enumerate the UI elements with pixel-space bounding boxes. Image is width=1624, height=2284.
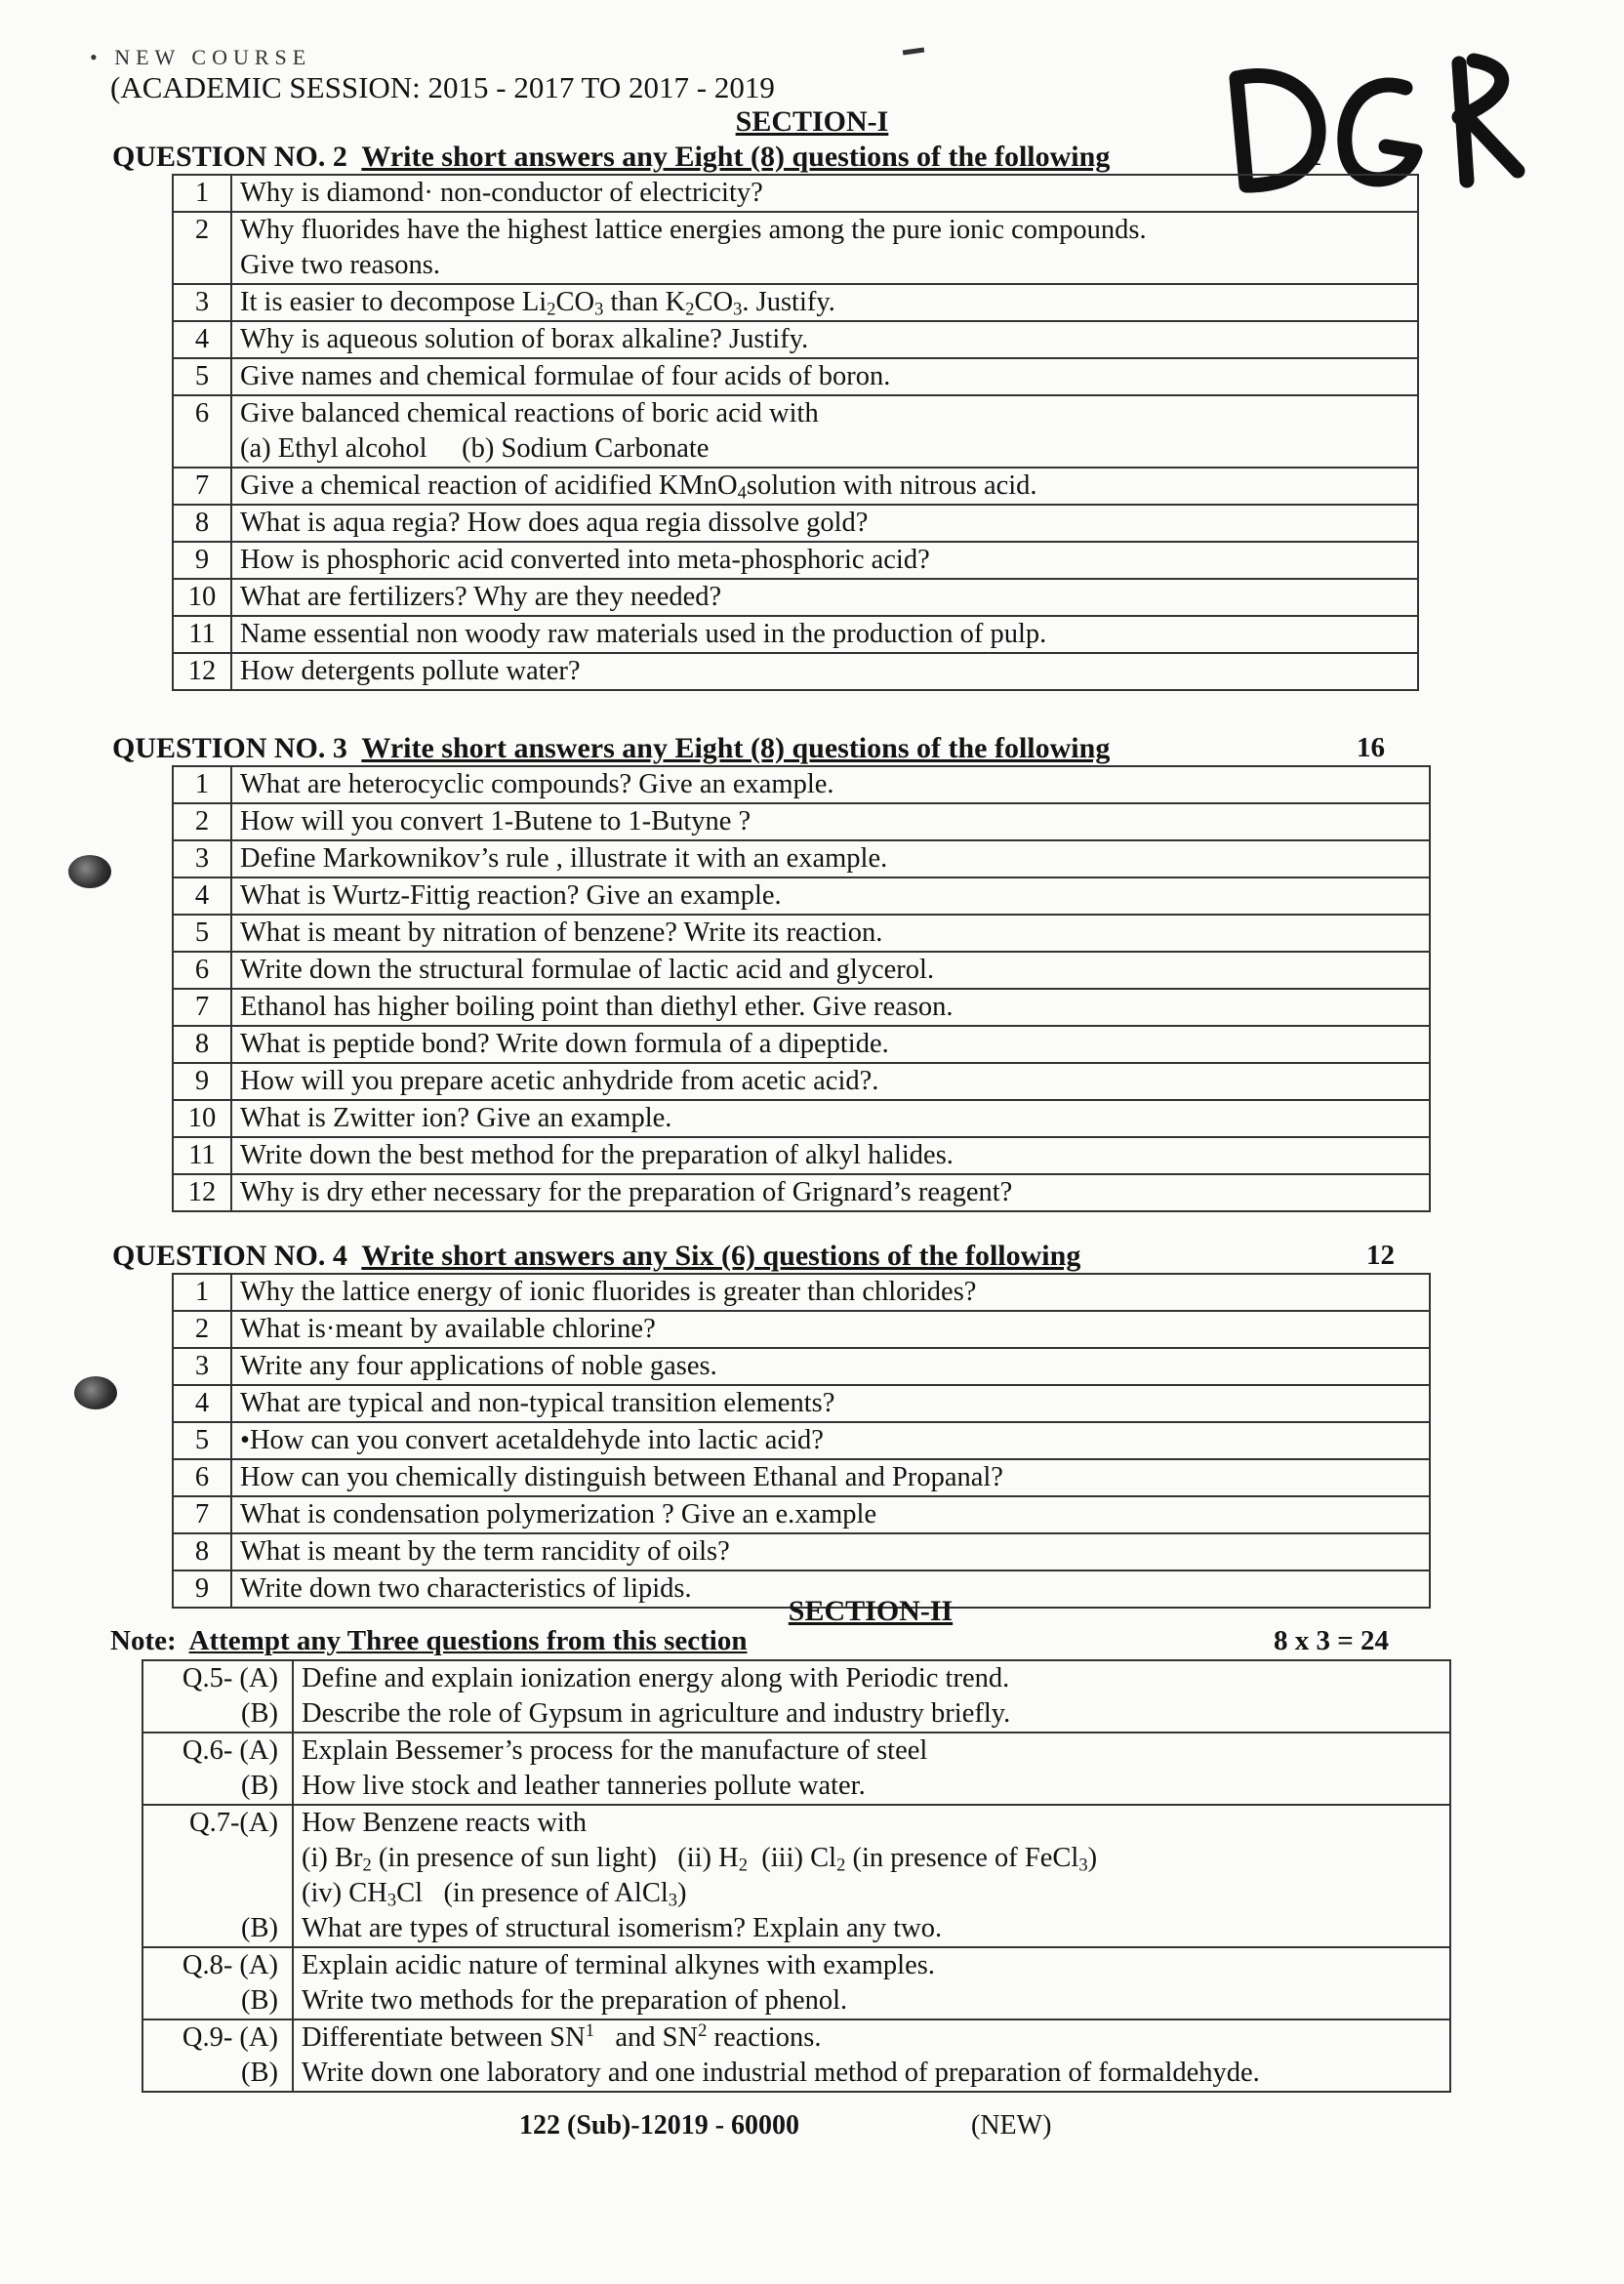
- superscript: 1: [585, 2019, 594, 2041]
- q-text: What is meant by nitration of benzene? Write its reaction.: [231, 915, 1430, 952]
- table-row: [142, 1983, 1450, 2019]
- q-label: Q.7-(A): [188, 1808, 278, 1838]
- table-row: [173, 212, 1418, 284]
- section-2-table: [142, 1659, 1451, 2093]
- q-text: Write down the structural formulae of lactic acid and glycerol.: [231, 952, 1430, 989]
- q-num: 3: [173, 1348, 231, 1385]
- q-label: (B): [142, 2056, 293, 2092]
- q-text-part: ): [1087, 1843, 1098, 1873]
- q-text: [231, 212, 1418, 284]
- table-row: [142, 1696, 1450, 1733]
- q3-table: [172, 765, 1431, 1212]
- table-row: [173, 803, 1430, 840]
- table-row: [173, 1026, 1430, 1063]
- q-text: What are fertilizers? Why are they needed?: [231, 579, 1418, 616]
- q-num: 7: [173, 989, 231, 1026]
- q2-title: [112, 141, 1110, 174]
- q-label: (B): [142, 1911, 293, 1947]
- q-num: 10: [173, 579, 231, 616]
- table-row: [173, 468, 1418, 505]
- q-text-part: It is easier to decompose Li: [240, 287, 548, 317]
- table-row: [173, 505, 1418, 542]
- q-num: 1: [173, 766, 231, 803]
- table-row: [173, 1100, 1430, 1137]
- q-text: How will you convert 1-Butene to 1-Butyne ?: [231, 803, 1430, 840]
- q-text: How is phosphoric acid converted into meta-phosphoric acid?: [231, 542, 1418, 579]
- q-text: [293, 2019, 1450, 2056]
- table-row: [142, 1769, 1450, 1805]
- q-text: Explain Bessemer’s process for the manufacture of steel: [293, 1733, 1450, 1769]
- q-label: (B): [142, 1769, 293, 1805]
- q-num: 12: [173, 1174, 231, 1211]
- q-text-part: ): [677, 1878, 687, 1908]
- q-label: (B): [142, 1983, 293, 2019]
- q-text: Define and explain ionization energy along with Periodic trend.: [293, 1660, 1450, 1696]
- table-row: [173, 1274, 1430, 1311]
- q-text: Ethanol has higher boiling point than diethyl ether. Give reason.: [231, 989, 1430, 1026]
- q-line: Give balanced chemical reactions of boric acid with: [240, 398, 819, 428]
- q-text: Write two methods for the preparation of phenol.: [293, 1983, 1450, 2019]
- table-row: [173, 542, 1418, 579]
- q-line: [302, 1841, 1441, 1876]
- q-num: 6: [173, 952, 231, 989]
- q-text-part: Give a chemical reaction of acidified KMnO: [240, 470, 738, 501]
- q-text-part: solution with nitrous acid.: [746, 470, 1037, 501]
- q-label: Q.5- (A): [142, 1660, 293, 1696]
- q-label: Q.6- (A): [142, 1733, 293, 1769]
- q-text: What is Zwitter ion? Give an example.: [231, 1100, 1430, 1137]
- table-row: [173, 840, 1430, 877]
- table-row: [142, 1947, 1450, 1983]
- q-text: [293, 1805, 1450, 1911]
- q-text: Why is dry ether necessary for the preparation of Grignard’s reagent?: [231, 1174, 1430, 1211]
- table-row: [173, 395, 1418, 468]
- table-row: [142, 2056, 1450, 2092]
- q-text: Name essential non woody raw materials used in the production of pulp.: [231, 616, 1418, 653]
- q-num: 8: [173, 505, 231, 542]
- q-text: What are typical and non-typical transition elements?: [231, 1385, 1430, 1422]
- q-num: 11: [173, 1137, 231, 1174]
- q-label: Q.9- (A): [142, 2019, 293, 2056]
- subscript: 3: [386, 1890, 397, 1911]
- q-text: Write any four applications of noble gases.: [231, 1348, 1430, 1385]
- q-text: Define Markownikov’s rule , illustrate it with an example.: [231, 840, 1430, 877]
- subscript: 2: [685, 299, 695, 320]
- table-row: [173, 766, 1430, 803]
- table-row: [173, 1533, 1430, 1570]
- table-row: [173, 1063, 1430, 1100]
- q-num: 8: [173, 1533, 231, 1570]
- q-num: 6: [173, 395, 231, 468]
- table-row: [173, 1459, 1430, 1496]
- q-line: How Benzene reacts with: [302, 1808, 588, 1838]
- punch-hole-top: [68, 855, 111, 888]
- q-text: How detergents pollute water?: [231, 653, 1418, 690]
- q-text: What are types of structural isomerism? Explain any two.: [293, 1911, 1450, 1947]
- q4-title: [112, 1240, 1080, 1273]
- q-text: Why is aqueous solution of borax alkaline? Justify.: [231, 321, 1418, 358]
- q2-table: [172, 174, 1419, 691]
- q-text: What is aqua regia? How does aqua regia dissolve gold?: [231, 505, 1418, 542]
- q-text-part: than K: [603, 287, 686, 317]
- q-text: Why is diamond· non-conductor of electricity?: [231, 175, 1418, 212]
- q-text: How live stock and leather tanneries pollute water.: [293, 1769, 1450, 1805]
- q-num: 2: [173, 803, 231, 840]
- q4-marks: 12: [1366, 1240, 1395, 1271]
- q3-instruction: Write short answers any Eight (8) questions of the following: [361, 732, 1111, 764]
- academic-session: (ACADEMIC SESSION: 2015 - 2017 TO 2017 - 2019: [110, 70, 775, 104]
- q-text: Write down the best method for the preparation of alkyl halides.: [231, 1137, 1430, 1174]
- table-row: [173, 1137, 1430, 1174]
- q-num: 3: [173, 840, 231, 877]
- subscript: 3: [594, 299, 604, 320]
- q-text: •How can you convert acetaldehyde into lactic acid?: [231, 1422, 1430, 1459]
- q-text: What is·meant by available chlorine?: [231, 1311, 1430, 1348]
- q-num: 7: [173, 468, 231, 505]
- table-row: [173, 1311, 1430, 1348]
- q-num: 10: [173, 1100, 231, 1137]
- q-text: Give names and chemical formulae of four acids of boron.: [231, 358, 1418, 395]
- q-label: (B): [142, 1696, 293, 1733]
- q-text: How can you chemically distinguish between Ethanal and Propanal?: [231, 1459, 1430, 1496]
- q-num: 4: [173, 1385, 231, 1422]
- q-text-part: Differentiate between SN: [302, 2022, 586, 2053]
- q-text: Explain acidic nature of terminal alkynes with examples.: [293, 1947, 1450, 1983]
- q-text-part: Cl (in presence of AlCl: [396, 1878, 669, 1908]
- table-row: [173, 952, 1430, 989]
- table-row: [142, 1805, 1450, 1911]
- q-num: 3: [173, 284, 231, 321]
- q-text-part: reactions.: [707, 2022, 822, 2053]
- paper-code: 122 (Sub)-12019 - 60000: [519, 2110, 800, 2141]
- table-row: [173, 579, 1418, 616]
- q4-instruction: Write short answers any Six (6) questions of the following: [361, 1240, 1081, 1272]
- table-row: [173, 1174, 1430, 1211]
- q-num: 4: [173, 877, 231, 915]
- q-text-part: . Justify.: [742, 287, 835, 317]
- q-text: How will you prepare acetic anhydride from acetic acid?.: [231, 1063, 1430, 1100]
- q-num: 5: [173, 915, 231, 952]
- q3-number: QUESTION NO. 3: [112, 732, 347, 764]
- section-1-heading: SECTION-I: [735, 105, 889, 138]
- section-2-marks: 8 x 3 = 24: [1274, 1625, 1390, 1656]
- cut-off-header: • NEW COURSE: [90, 45, 312, 69]
- q-num: 5: [173, 1422, 231, 1459]
- table-row: [173, 1348, 1430, 1385]
- q-num: 8: [173, 1026, 231, 1063]
- q4-number: QUESTION NO. 4: [112, 1240, 347, 1272]
- q-text: Write down two characteristics of lipids.: [231, 1570, 1430, 1608]
- q3-title: [112, 732, 1110, 765]
- q-num: 2: [173, 212, 231, 284]
- q-label-cell: [142, 1805, 293, 1911]
- q-num: 12: [173, 653, 231, 690]
- q-text-part: (iii) Cl: [748, 1843, 837, 1873]
- q4-table: [172, 1273, 1431, 1609]
- table-row: [173, 653, 1418, 690]
- table-row: [173, 358, 1418, 395]
- course-tag: (NEW): [971, 2110, 1052, 2141]
- subscript: 3: [668, 1890, 678, 1911]
- q-num: 11: [173, 616, 231, 653]
- q-text: [231, 284, 1418, 321]
- table-row: [173, 616, 1418, 653]
- q-num: 6: [173, 1459, 231, 1496]
- table-row: [173, 915, 1430, 952]
- q-num: 4: [173, 321, 231, 358]
- table-row: [142, 1911, 1450, 1947]
- q-text: [231, 395, 1418, 468]
- q-line: [302, 1876, 1441, 1911]
- table-row: [173, 1385, 1430, 1422]
- punch-hole-bottom: [74, 1376, 117, 1409]
- q2-marks: 1: [1308, 141, 1322, 172]
- q-num: 1: [173, 175, 231, 212]
- q-num: 7: [173, 1496, 231, 1533]
- q-text: Write down one laboratory and one industrial method of preparation of formaldehyde.: [293, 2056, 1450, 2092]
- q-text-part: (in presence of sun light) (ii) H: [371, 1843, 739, 1873]
- table-row: [173, 284, 1418, 321]
- subscript: 3: [1078, 1855, 1088, 1876]
- q-text: What is condensation polymerization ? Give an e.xample: [231, 1496, 1430, 1533]
- q-num: 2: [173, 1311, 231, 1348]
- q-text-part: CO: [694, 287, 734, 317]
- q3-marks: 16: [1357, 732, 1385, 763]
- q-label: Q.8- (A): [142, 1947, 293, 1983]
- q-text-part: (in presence of FeCl: [845, 1843, 1079, 1873]
- q2-instruction: Write short answers any Eight (8) questions of the following: [361, 141, 1111, 173]
- superscript: 2: [698, 2019, 708, 2041]
- q-line: Give two reasons.: [240, 250, 440, 280]
- q-text-part: CO: [555, 287, 595, 317]
- table-row: [142, 1660, 1450, 1696]
- q-line: Why fluorides have the highest lattice energies among the pure ionic compounds.: [240, 215, 1147, 245]
- table-row: [173, 321, 1418, 358]
- table-row: [142, 1733, 1450, 1769]
- subscript: 2: [547, 299, 556, 320]
- q-num: 1: [173, 1274, 231, 1311]
- q-text: [231, 468, 1418, 505]
- section-2-heading: SECTION-II: [788, 1595, 954, 1627]
- q-text: What are heterocyclic compounds? Give an example.: [231, 766, 1430, 803]
- table-row: [173, 1496, 1430, 1533]
- subscript: 2: [836, 1855, 846, 1876]
- table-row: [173, 877, 1430, 915]
- subscript: 3: [733, 299, 743, 320]
- note-text: Attempt any Three questions from this section: [188, 1625, 748, 1656]
- q-line: (a) Ethyl alcohol (b) Sodium Carbonate: [240, 433, 710, 464]
- subscript: 2: [738, 1855, 749, 1876]
- q-num: 9: [173, 1063, 231, 1100]
- subscript: 4: [737, 482, 747, 504]
- pen-mark: [903, 47, 924, 55]
- section-2-note: [110, 1625, 748, 1657]
- q-text: What is Wurtz-Fittig reaction? Give an example.: [231, 877, 1430, 915]
- q-num: 5: [173, 358, 231, 395]
- q-text-part: (i) Br: [302, 1843, 363, 1873]
- q2-number: QUESTION NO. 2: [112, 141, 347, 173]
- subscript: 2: [362, 1855, 372, 1876]
- table-row: [173, 175, 1418, 212]
- q-text: What is peptide bond? Write down formula of a dipeptide.: [231, 1026, 1430, 1063]
- q-num: 9: [173, 542, 231, 579]
- note-label: Note:: [110, 1625, 177, 1656]
- section-2-heading-wrap: [0, 1595, 1624, 1628]
- q-text: Why the lattice energy of ionic fluorides is greater than chlorides?: [231, 1274, 1430, 1311]
- q-num: 9: [173, 1570, 231, 1608]
- q-text-part: (iv) CH: [302, 1878, 387, 1908]
- table-row: [173, 1422, 1430, 1459]
- table-row: [173, 989, 1430, 1026]
- table-row: [142, 2019, 1450, 2056]
- q-text-part: and SN: [593, 2022, 699, 2053]
- q-text: What is meant by the term rancidity of oils?: [231, 1533, 1430, 1570]
- q-text: Describe the role of Gypsum in agriculture and industry briefly.: [293, 1696, 1450, 1733]
